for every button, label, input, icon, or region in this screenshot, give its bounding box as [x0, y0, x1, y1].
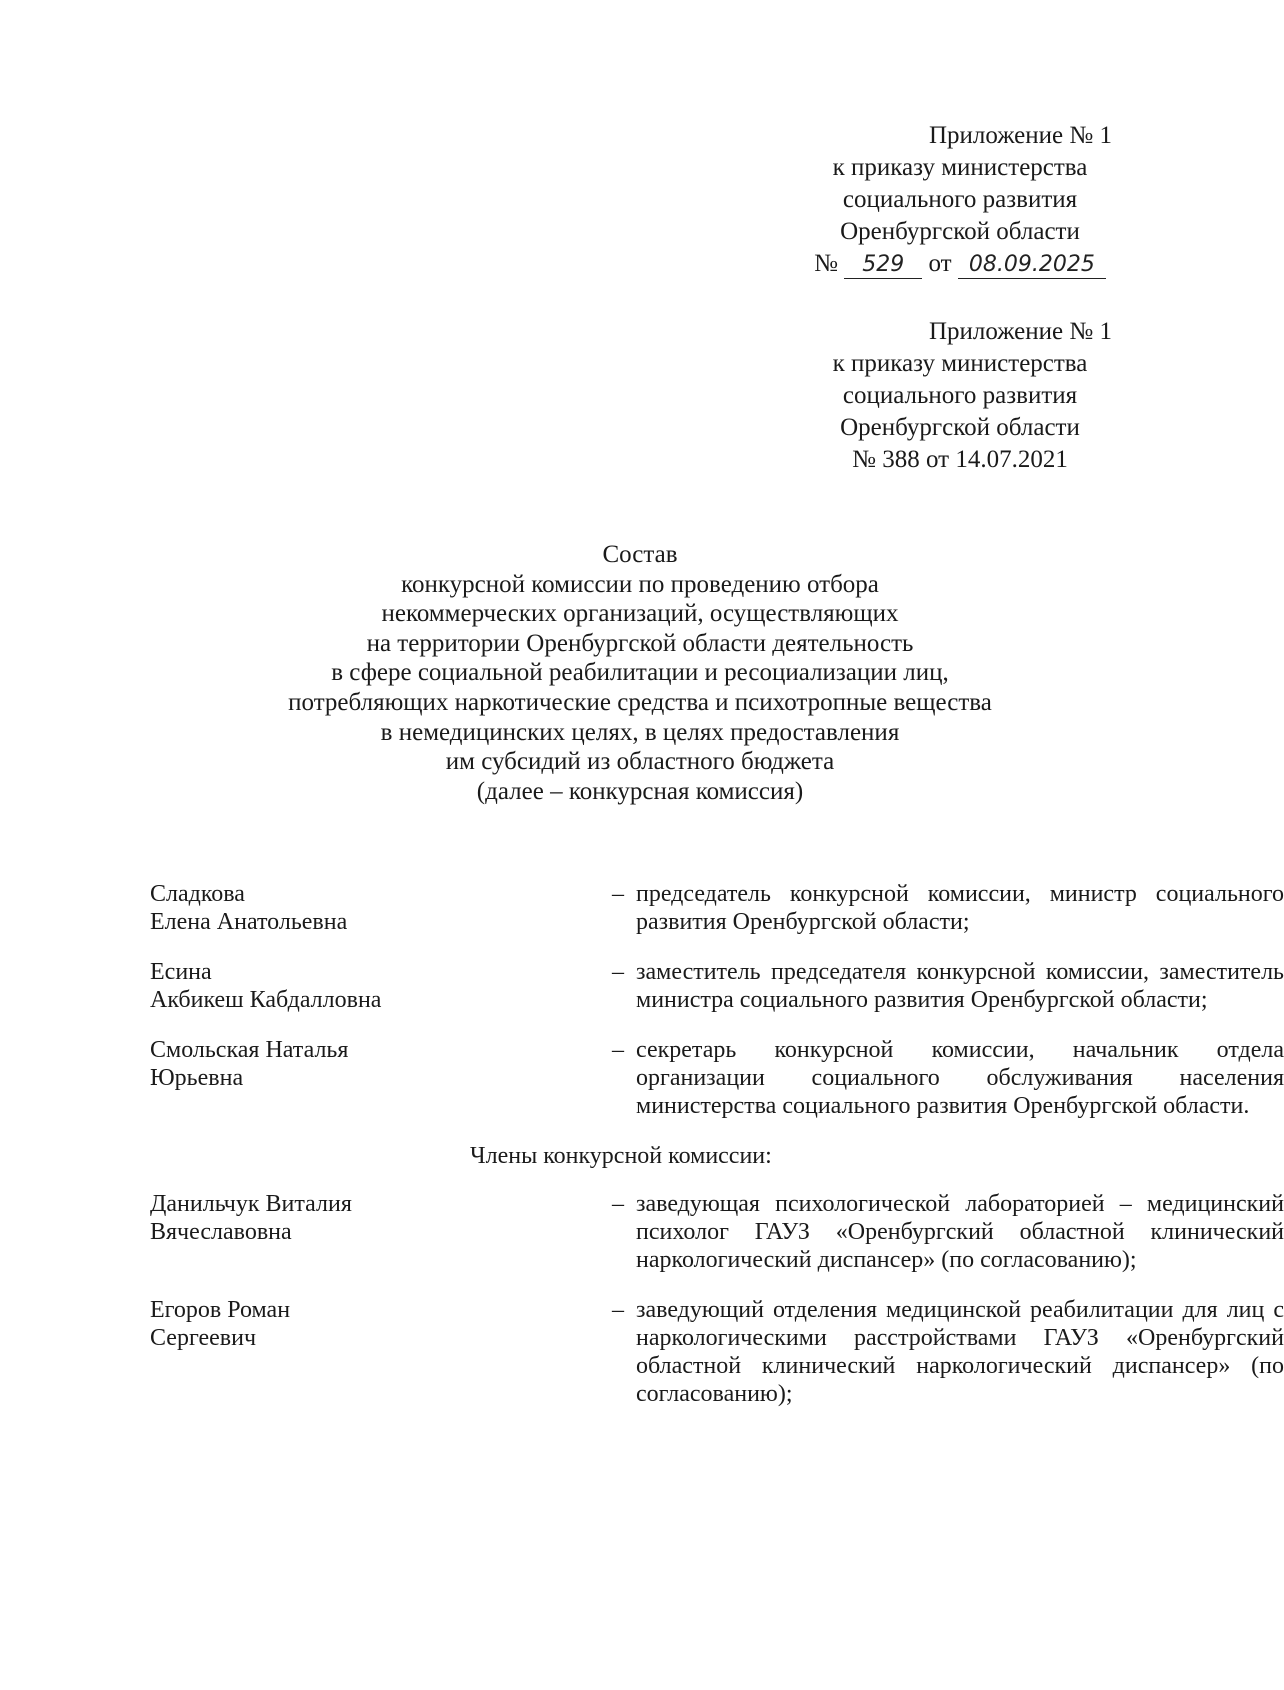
- title-line: потребляющих наркотические средства и психотропные вещества: [288, 688, 992, 716]
- commission-list: [150, 880, 1284, 1430]
- handwritten-order-date: 08.09.2025: [958, 252, 1106, 279]
- member-name: Сладкова Елена Анатольевна: [150, 881, 348, 935]
- member-role: заместитель председателя конкурсной комиссии, заместитель министра социального развития Оренбургской области;: [636, 959, 1284, 1013]
- number-prefix: №: [814, 250, 838, 277]
- dash: –: [612, 881, 624, 907]
- member-role: председатель конкурсной комиссии, министр социального развития Оренбургской области;: [636, 881, 1284, 935]
- member-role: заведующая психологической лабораторией – медицинский психолог ГАУЗ «Оренбургский областной клинический наркологический диспансер» (по согласованию);: [636, 1191, 1284, 1273]
- dash: –: [612, 1191, 624, 1217]
- list-item: [150, 1036, 1284, 1120]
- annex-header-current: [800, 120, 1120, 280]
- member-name: Егоров Роман Сергеевич: [150, 1297, 291, 1351]
- title-line: в немедицинских целях, в целях предоставления: [380, 718, 900, 746]
- title-line: в сфере социальной реабилитации и ресоциализации лиц,: [331, 659, 949, 687]
- dash: –: [612, 959, 624, 985]
- list-item: [150, 1190, 1284, 1274]
- member-name: Смольская Наталья Юрьевна: [150, 1037, 349, 1091]
- title-line: Состав: [602, 541, 678, 568]
- title-line: некоммерческих организаций, осуществляющих: [381, 600, 899, 628]
- date-prefix: от: [928, 250, 952, 277]
- member-name: Данильчук Виталия Вячеславовна: [150, 1191, 352, 1245]
- annex-region: Оренбургской области: [840, 414, 1080, 441]
- annex-ministry: социального развития: [842, 186, 1078, 213]
- annex-number-date: [800, 248, 1120, 280]
- handwritten-order-number: 529: [844, 252, 922, 279]
- member-role: секретарь конкурсной комиссии, начальник отдела организации социального обслуживания населения министерства социального развития Оренбургской области.: [636, 1037, 1284, 1119]
- list-item: [150, 1296, 1284, 1408]
- document-title: [200, 540, 1080, 806]
- title-line: им субсидий из областного бюджета: [445, 748, 835, 776]
- list-item: [150, 958, 1284, 1014]
- annex-number-date: № 388 от 14.07.2021: [852, 446, 1068, 473]
- title-line: (далее – конкурсная комиссия): [476, 777, 804, 805]
- annex-title: Приложение № 1: [928, 122, 1112, 149]
- dash: –: [612, 1037, 624, 1063]
- title-line: на территории Оренбургской области деятельность: [366, 629, 914, 657]
- annex-order-ref: к приказу министерства: [832, 350, 1088, 377]
- annex-title: Приложение № 1: [928, 318, 1112, 345]
- members-heading: Члены конкурсной комиссии:: [470, 1143, 772, 1169]
- dash: –: [612, 1297, 624, 1323]
- member-role: заведующий отделения медицинской реабилитации для лиц с наркологическими расстройствами ГАУЗ «Оренбургский областной клинический наркологический диспансер» (по согласованию);: [636, 1297, 1284, 1407]
- annex-header-previous: [800, 316, 1120, 476]
- annex-region: Оренбургской области: [840, 218, 1080, 245]
- title-line: конкурсной комиссии по проведению отбора: [401, 570, 879, 598]
- annex-ministry: социального развития: [842, 382, 1078, 409]
- member-name: Есина Акбикеш Кабдалловна: [150, 959, 382, 1013]
- annex-order-ref: к приказу министерства: [832, 154, 1088, 181]
- list-item: [150, 880, 1284, 936]
